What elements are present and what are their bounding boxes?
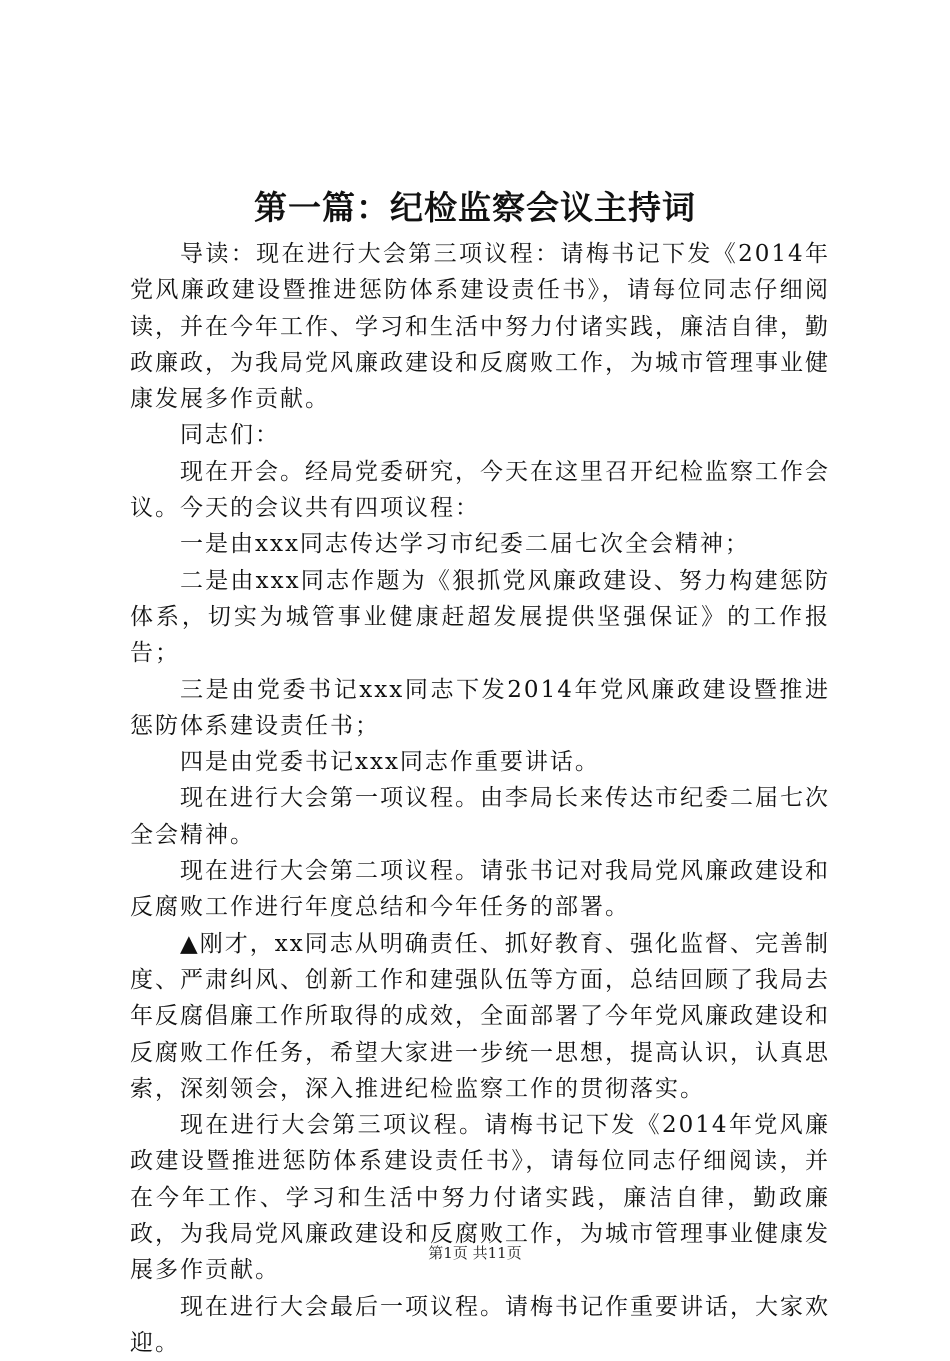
document-body xyxy=(130,236,830,1361)
paragraph-opening: 现在开会。经局党委研究，今天在这里召开纪检监察工作会议。今天的会议共有四项议程： xyxy=(130,458,830,522)
paragraph-item-3: 现在进行大会第三项议程。请梅书记下发《2014年党风廉政建设暨推进惩防体系建设责任书》，请每位同志仔细阅读，并在今年工作、学习和生活中努力付诸实践，廉洁自律，勤政廉政，为我局党风廉政建设和反腐败工作，为城市管理事业健康发展多作贡献。 xyxy=(130,1112,830,1284)
paragraph-final-item: 现在进行大会最后一项议程。请梅书记作重要讲话，大家欢迎。 xyxy=(130,1293,830,1356)
paragraph-item-1: 现在进行大会第一项议程。由李局长来传达市纪委二届七次全会精神。 xyxy=(130,785,830,848)
paragraph-agenda-2: 二是由xxx同志作题为《狠抓党风廉政建设、努力构建惩防体系，切实为城管事业健康赶超发展提供坚强保证》的工作报告； xyxy=(130,567,830,667)
paragraph-greeting: 同志们： xyxy=(180,422,280,449)
page-number-footer: 第1页 共11页 xyxy=(428,1244,522,1262)
paragraph-agenda-1: 一是由xxx同志传达学习市纪委二届七次全会精神； xyxy=(180,531,750,558)
paragraph-agenda-4: 四是由党委书记xxx同志作重要讲话。 xyxy=(180,749,600,776)
document-title: 第一篇：纪检监察会议主持词 xyxy=(254,188,696,227)
paragraph-agenda-3: 三是由党委书记xxx同志下发2014年党风廉政建设暨推进惩防体系建设责任书； xyxy=(130,676,830,739)
paragraph-intro: 导读：现在进行大会第三项议程：请梅书记下发《2014年党风廉政建设暨推进惩防体系建设责任书》，请每位同志仔细阅读，并在今年工作、学习和生活中努力付诸实践，廉洁自律，勤政廉政，为我局党风廉政建设和反腐败工作，为城市管理事业健康发展多作贡献。 xyxy=(130,241,830,413)
paragraph-summary: ▲刚才，xx同志从明确责任、抓好教育、强化监督、完善制度、严肃纠风、创新工作和建强队伍等方面，总结回顾了我局去年反腐倡廉工作所取得的成效，全面部署了今年党风廉政建设和反腐败工作任务，希望大家进一步统一思想，提高认识，认真思索，深刻领会，深入推进纪检监察工作的贯彻落实。 xyxy=(130,930,830,1102)
paragraph-item-2: 现在进行大会第二项议程。请张书记对我局党风廉政建设和反腐败工作进行年度总结和今年任务的部署。 xyxy=(130,858,830,921)
